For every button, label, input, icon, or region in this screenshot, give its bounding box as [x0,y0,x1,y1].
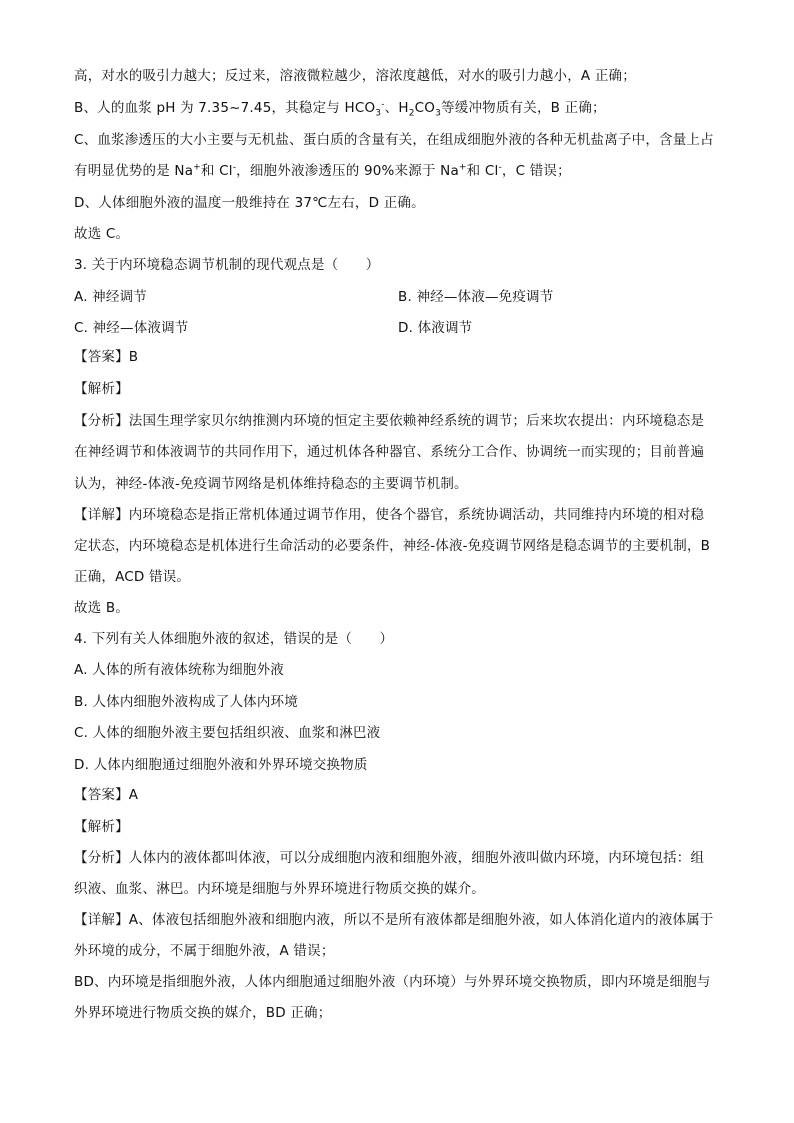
text-line: 织液、血浆、淋巴。内环境是细胞与外界环境进行物质交换的媒介。 [74,881,485,897]
question-stem: 4. 下列有关人体细胞外液的叙述，错误的是（ ） [74,631,394,647]
answer-label: 【答案】B [74,349,139,365]
question-stem: 3. 关于内环境稳态调节机制的现代观点是（ ） [74,257,380,273]
option-a: A. 神经调节 [74,289,147,305]
text-line: 【分析】法国生理学家贝尔纳推测内环境的恒定主要依赖神经系统的调节；后来坎农提出：内环境稳态是 [74,413,705,429]
option-d: D. 人体内细胞通过细胞外液和外界环境交换物质 [74,757,368,773]
text-line: 【分析】人体内的液体都叫体液，可以分成细胞内液和细胞外液，细胞外液叫做内环境，内环境包括：组 [74,850,705,866]
text-line: 认为，神经-体液-免疫调节网络是机体维持稳态的主要调节机制。 [74,476,468,492]
answer-label: 【答案】A [74,787,139,803]
text-line: 外环境的成分，不属于细胞外液，A 错误； [74,943,335,959]
option-a: A. 人体的所有液体统称为细胞外液 [74,662,284,678]
text-line: C、血浆渗透压的大小主要与无机盐、蛋白质的含量有关，在组成细胞外液的各种无机盐离子中，含量上占 [74,132,714,148]
analysis-label: 【解析】 [74,381,129,397]
text-line: D、人体细胞外液的温度一般维持在 37℃左右，D 正确。 [74,195,425,211]
option-d: D. 体液调节 [398,320,473,336]
text-line: BD、内环境是指细胞外液，人体内细胞通过细胞外液（内环境）与外界环境交换物质，即内环境是细胞与 [74,974,711,990]
option-b: B. 人体内细胞外液构成了人体内环境 [74,694,298,710]
analysis-label: 【解析】 [74,819,129,835]
text-line: 故选 B。 [74,600,130,616]
text-line: 高，对水的吸引力越大；反过来，溶液微粒越少，溶浓度越低，对水的吸引力越小，A 正确； [74,68,636,84]
text-line: 有明显优势的是 Na+和 Cl-，细胞外液渗透压的 90%来源于 Na+和 Cl-，C 错误； [74,162,571,179]
text-line: 在神经调节和体液调节的共同作用下，通过机体各种器官、系统分工合作、协调统一而实现的；目前普遍 [74,444,705,460]
text-line: 故选 C。 [74,226,130,242]
text-line: 正确，ACD 错误。 [74,569,191,585]
text-line: 【详解】A、体液包括细胞外液和细胞内液，所以不是所有液体都是细胞外液，如人体消化道内的液体属于 [74,912,714,928]
option-c: C. 神经—体液调节 [74,320,189,336]
text-line: B、人的血浆 pH 为 7.35~7.45，其稳定与 $HCO_3^-$、$H_2CO_3$等缓冲物质有关，B 正确； [74,99,606,119]
text-line: 定状态，内环境稳态是机体进行生命活动的必要条件，神经-体液-免疫调节网络是稳态调节的主要机制，B [74,538,711,554]
option-c: C. 人体的细胞外液主要包括组织液、血浆和淋巴液 [74,725,381,741]
option-b: B. 神经—体液—免疫调节 [398,289,554,305]
text-line: 【详解】内环境稳态是指正常机体通过调节作用，使各个器官，系统协调活动，共同维持内环境的相对稳 [74,507,705,523]
text-line: 外界环境进行物质交换的媒介，BD 正确； [74,1005,332,1021]
